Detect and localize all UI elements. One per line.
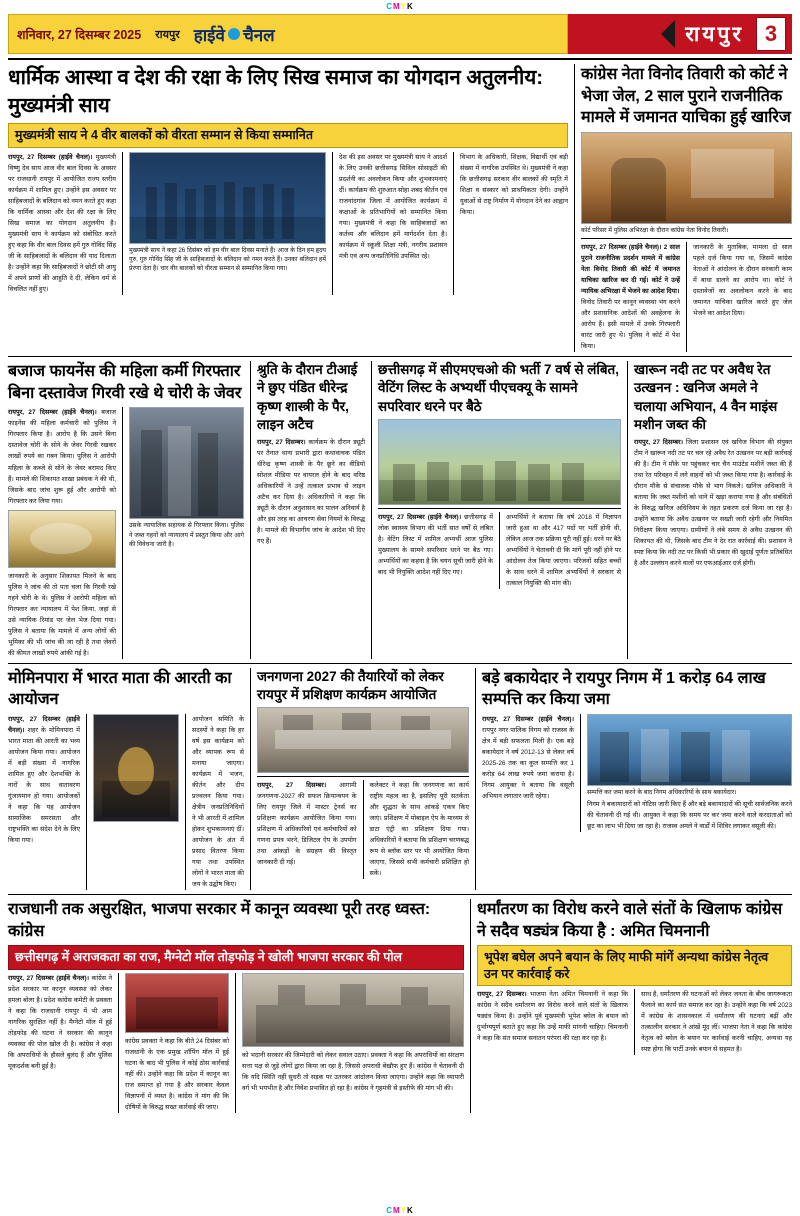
brand-dot-icon: [228, 28, 240, 40]
row3-right-col-1: [482, 714, 574, 802]
cmyk-marker: CMYK: [386, 1, 414, 11]
row4-left-col-2: कांग्रेस प्रवक्ता ने कहा कि बीते 24 दिसंबर को राजधानी के एक प्रमुख शॉपिंग मॉल में हुई घटना के बाद भी पुलिस ने कोई ठोस कार्रवाई नहीं की। उन्होंने कहा कि प्रदेश में कानून का राज समाप्त हो गया है और सरकार केवल विज्ञापनों में व्यस्त है। कांग्रेस ने मांग की कि दोषियों के विरुद्ध सख्त कार्रवाई की जाए।: [125, 1037, 229, 1111]
lead-column-1: [8, 152, 116, 295]
right-mid-text: जिला प्रशासन एवं खनिज विभाग की संयुक्त टीम ने खारून नदी तट पर चल रहे अवैध रेत उत्खनन पर बड़ी कार्रवाई की है। टीम ने मौके पर पहुंचकर चार चैन माउंटेड मशीनें जब्त की हैं तथा रेत परिवहन में लगे वाहनों को भी जब्त किया गया है। कार्रवाई के दौरान मौके से संचालक मौके से भाग निकले। खनिज अधिकारी ने बताया कि जब्त मशीनों को थाने में खड़ा कराया गया है और संबंधितों के विरुद्ध खनिज अधिनियम के तहत प्रकरण दर्ज किया जा रहा है। उन्होंने बताया कि अवैध उत्खनन पर सख्ती जारी रहेगी और नियमित निरीक्षण किया जाएगा। ग्रामीणों ने लंबे समय से अवैध उत्खनन की शिकायत की थी, जिसके बाद टीम ने देर रात कार्रवाई की। प्रशासन ने स्पष्ट किया कि नदी तट पर किसी भी प्रकार की खुदाई पूर्णतः प्रतिबंधित है और उल्लंघन करने वालों पर एफआईआर दर्ज होगी।: [634, 439, 792, 568]
row3-center-training-photo: [257, 707, 469, 773]
mid-center-headline: श्रुति के दौरान टीआई ने छुए पंडित धीरेन्द्र कृष्ण शास्त्री के पैर, लाइन अटैच: [257, 362, 358, 432]
print-registration-bar-bottom: [0, 1204, 800, 1216]
publication-date: शनिवार, 27 दिसम्बर 2025: [17, 27, 142, 42]
row4-left-col-3: को भदानी सरकार की जिम्मेदारी को लेकर सवाल उठाए। प्रवक्ता ने कहा कि अपराधियों का संरक्षण सत्ता पक्ष से जुड़े लोगों द्वारा किया जा रहा है, जिससे अपराधी बेखौफ हुए हैं। कांग्रेस ने चेतावनी दी कि यदि स्थिति नहीं सुधरी तो सड़क पर उतरकर आंदोलन किया जाएगा। उन्होंने कहा कि व्यापारी वर्ग भी भयभीत है और निवेश प्रभावित हो रहा है। कांग्रेस ने गृहमंत्री से इस्तीफे की मांग भी की।: [242, 1051, 464, 1092]
page-number: 3: [756, 17, 786, 51]
logo-text-2: चैनल: [242, 25, 275, 45]
mid-right-col-1: [378, 512, 493, 578]
logo-text-1: हाईवे: [193, 25, 225, 45]
mid-right-protest-photo: [378, 419, 621, 505]
row3-left-dateline: रायपुर, 27 दिसम्बर (हाईवे चैनल)।: [8, 715, 80, 734]
row4-left-photo-2: [242, 973, 464, 1047]
row4-left-col-1: [8, 973, 112, 1072]
lead-body-1: मुख्यमंत्री विष्णु देव साय आज वीर बाल दिवस के अवसर पर राजधानी रायपुर में आयोजित राज्य स्तरीय कार्यक्रम में शामिल हुए। उन्होंने इस अवसर पर साहिबजादों के बलिदान को नमन करते हुए कहा कि धार्मिक आस्था और देश की रक्षा के लिए सिख समाज का योगदान अतुलनीय है। मुख्यमंत्री साय ने कार्यक्रम को संबोधित करते हुए कहा कि वीर बाल दिवस हमें गुरु गोविंद सिंह जी के साहिबजादों के बलिदान की याद दिलाता है। उन्होंने कहा कि साहिबजादों ने छोटी सी आयु में अपने प्राणों की आहुति दे दी, लेकिन धर्म से विचलित नहीं हुए।: [8, 153, 116, 293]
row4-left-subhead: छत्तीसगढ़ में अराजकता का राज, मैग्नेटो मॉल तोड़फोड़ ने खोली भाजपा सरकार की पोल: [8, 945, 464, 969]
right-mid-dateline: रायपुर, 27 दिसम्बर।: [634, 439, 684, 447]
row4-left-headline: राजधानी तक असुरक्षित, भाजपा सरकार में कानून व्यवस्था पूरी तरह ध्वस्त: कांग्रेस: [8, 901, 431, 940]
mid-right-headline: छत्तीसगढ़ में सीएमएचओ की भर्ती 7 वर्ष से लंबित, वेटिंग लिस्ट के अभ्यर्थी पीएचक्यू के सामने सपरिवार धरने पर बैठे: [378, 362, 619, 414]
edition-city: रायपुर: [155, 28, 180, 41]
row4-right-subhead: भूपेश बघेल अपने बयान के लिए माफी मांगें अन्यथा कांग्रेस नेतृत्व उन पर कार्रवाई करे: [477, 945, 792, 986]
mid-left-headline: बजाज फायनेंस की महिला कर्मी गिरफ्तार बिना दस्तावेज गिरवी रखे थे चोरी के जेवर: [8, 363, 242, 402]
lead-column-4: विभाग के अधिकारी, शिक्षक, विद्यार्थी एवं बड़ी संख्या में नागरिक उपस्थित थे। मुख्यमंत्री ने कहा कि छत्तीसगढ़ सरकार वीर बालकों की स्मृति में शिक्षा व संस्कार को प्राथमिकता देगी। उन्होंने युवाओं से राष्ट्र निर्माण में योगदान देने का आह्वान किया।: [460, 153, 568, 216]
right-top-photo-caption: कोर्ट परिसर में पुलिस अभिरक्षा के दौरान कांग्रेस नेता विनोद तिवारी।: [581, 226, 729, 234]
row3-right-handover-photo: [587, 714, 792, 786]
row4-left-dateline: रायपुर, 27 दिसम्बर (हाईवे चैनल)।: [8, 974, 90, 982]
mid-left-col-1: [8, 407, 116, 506]
row3-left-aarti-photo: [93, 714, 179, 822]
row3-center-dateline: रायपुर, 27 दिसम्बर।: [257, 782, 327, 790]
right-top-dateline: रायपुर, 27 दिसम्बर (हाईवे चैनल)। 2 साल पुराने राजनीतिक प्रदर्शन मामले में कांग्रेस नेता विनोद तिवारी की कोर्ट में जमानत याचिका खारिज कर दी गई। कोर्ट ने उन्हें न्यायिक अभिरक्षा में भेजने का आदेश दिया।: [581, 244, 680, 296]
masthead-left: [8, 14, 568, 54]
mid-center-text: कार्यक्रम के दौरान ड्यूटी पर तैनात थाना प्रभारी द्वारा कथावाचक पंडित धीरेन्द्र कृष्ण शास्त्री के पैर छूने का वीडियो सोशल मीडिया पर वायरल होने के बाद वरिष्ठ अधिकारियों ने उन्हें तत्काल प्रभाव से लाइन अटैच कर दिया है। अधिकारियों ने कहा कि ड्यूटी के दौरान अनुशासन का पालन अनिवार्य है और इस तरह का आचरण सेवा नियमों के विरुद्ध है। मामले की विभागीय जांच के आदेश भी दिए गए हैं।: [257, 439, 365, 546]
row3-center-headline: जनगणना 2027 की तैयारियों को लेकर रायपुर में प्रशिक्षण कार्यक्रम आयोजित: [257, 668, 444, 702]
right-mid-body: [634, 437, 792, 569]
masthead: [8, 14, 792, 54]
newspaper-logo: [194, 23, 275, 46]
right-mid-headline: खारून नदी तट पर अवैध रेत उत्खनन : खनिज अमले ने चलाया अभियान, 4 वैन माइंस मशीन जब्त की: [634, 362, 778, 432]
mid-right-dateline: रायपुर, 27 दिसम्बर (हाईवे चैनल)।: [378, 513, 462, 521]
mid-left-dateline: रायपुर, 27 दिसम्बर (हाईवे चैनल)।: [8, 409, 97, 417]
row3-center-col-2: कलेक्टर ने कहा कि जनगणना का कार्य राष्ट्रीय महत्व का है, इसलिए पूरी सतर्कता और शुद्धता के साथ आंकड़े एकत्र किए जाएं। प्रशिक्षण में मोबाइल ऐप के माध्यम से डाटा एंट्री का प्रशिक्षण दिया गया। अधिकारियों ने बताया कि प्रशिक्षण चरणबद्ध रूप से ब्लॉक स्तर पर भी आयोजित किया जाएगा, जिससे सभी कर्मचारी प्रशिक्षित हो सकें।: [369, 782, 469, 878]
mid-left-col-1b: जानकारी के अनुसार शिकायत मिलने के बाद पुलिस ने जांच की तो पता चला कि गिरवी रखे गहने चोरी के थे। पुलिस ने आरोपी महिला को गिरफ्तार कर न्यायालय में पेश किया, जहां से उसे न्यायिक रिमांड पर जेल भेज दिया गया। पुलिस ने बताया कि मामले में अन्य लोगों की भूमिका की भी जांच की जा रही है तथा जेवरों की कीमत लाखों रुपये आंकी गई है।: [8, 572, 116, 657]
right-top-col-2: जानकारी के मुताबिक, मामला दो साल पहले दर्ज किया गया था, जिसमें कांग्रेस नेताओं ने आंदोलन के दौरान सरकारी काम में बाधा डालने का आरोप था। कोर्ट ने दस्तावेजों का अवलोकन करने के बाद जमानत याचिका खारिज करते हुए जेल भेजने का आदेश दिया।: [693, 244, 792, 318]
row3-right-dateline: रायपुर, 27 दिसम्बर (हाईवे चैनल)।: [482, 715, 574, 723]
section-title: रायपुर: [685, 23, 744, 46]
lead-subhead: मुख्यमंत्री साय ने 4 वीर बालकों को वीरता सम्मान से किया सम्मानित: [8, 123, 568, 147]
masthead-right: [568, 14, 792, 54]
row3-left-headline: मोमिनपारा में भारत माता की आरती का आयोजन: [8, 669, 232, 709]
lead-headline: धार्मिक आस्था व देश की रक्षा के लिए सिख समाज का योगदान अतुलनीय: मुख्यमंत्री साय: [8, 66, 544, 117]
mid-left-jewellery-photo: [8, 510, 116, 568]
row4-right-col-1: [477, 989, 628, 1044]
row3-left-col-2: आयोजन समिति के सदस्यों ने कहा कि हर वर्ष इस कार्यक्रम को और व्यापक रूप से मनाया जाएगा। कार्यक्रम में भजन, कीर्तन और दीप प्रज्वलन किया गया। क्षेत्रीय जनप्रतिनिधियों ने भी आरती में शामिल होकर शुभकामनाएं दीं। आयोजन के अंत में प्रसाद वितरण किया गया तथा उपस्थित लोगों ने भारत माता की जय के उद्घोष किए।: [192, 715, 244, 889]
row3-right-body-1: रायपुर नगर पालिक निगम को राजस्व के क्षेत्र में बड़ी सफलता मिली है। एक बड़े बकायेदार ने वर्ष 2012-13 से लेकर वर्ष 2025-26 तक का कुल सम्पत्ति कर 1 करोड़ 64 लाख रुपये जमा कराया है। निगम आयुक्त ने बताया कि वसूली अभियान लगातार जारी रहेगा।: [482, 726, 574, 800]
mid-left-photo-caption: उसके न्यायालिक सहायक से गिरफ्तार किया। पुलिस ने जब्त गहनों को न्यायालय में प्रस्तुत किया और आगे की विवेचना जारी है।: [129, 522, 244, 549]
mid-right-col-2: अभ्यर्थियों ने बताया कि वर्ष 2018 में विज्ञापन जारी हुआ था और 417 पदों पर भर्ती होनी थी, लेकिन आज तक प्रक्रिया पूरी नहीं हुई। धरने पर बैठे अभ्यर्थियों ने चेतावनी दी कि मांगें पूरी नहीं होने पर आंदोलन तेज किया जाएगा। परिजनों सहित बच्चों के साथ धरने में शामिल अभ्यर्थियों ने सरकार से तत्काल नियुक्ति की मांग की।: [506, 513, 621, 587]
row3-center-col-1: [257, 780, 357, 868]
right-top-headline: कांग्रेस नेता विनोद तिवारी को कोर्ट ने भेजा जेल, 2 साल पुराने राजनीतिक मामले में जमानत याचिका हुई खारिज: [581, 66, 791, 127]
row4-right-body-1: भाजपा नेता अमित चिमनानी ने कहा कि कांग्रेस ने सदैव धर्मांतरण का विरोध करने वाले संतों के खिलाफ षड्यंत्र किया है। उन्होंने पूर्व मुख्यमंत्री भूपेश बघेल के बयान को दुर्भाग्यपूर्ण बताते हुए कहा कि उन्हें माफी मांगनी चाहिए। चिमनानी ने कहा कि संत समाज सनातन परंपरा की रक्षा कर रहा है।: [477, 990, 628, 1042]
row4-left-photo-1: [125, 973, 229, 1033]
left-arrow-icon: [661, 20, 675, 48]
right-top-photo: [581, 132, 792, 224]
mid-center-dateline: रायपुर, 27 दिसम्बर।: [257, 439, 306, 447]
row4-right-col-2: साथ है, धर्मांतरण की घटनाओं को लेकर जनता के बीच जागरूकता फैलाने का कार्य संत समाज कर रहा है। उन्होंने कहा कि वर्ष 2023 में कांग्रेस के शासनकाल में धर्मांतरण की घटनाएं बढ़ीं और तत्कालीन सरकार ने आंखें मूंद लीं। भाजपा नेता ने कहा कि कांग्रेस नेतृत्व को बघेल के बयान पर कार्रवाई करनी चाहिए, अन्यथा यह स्पष्ट होगा कि पार्टी उनके बयान से सहमत है।: [641, 990, 792, 1053]
lead-column-3: देश की इस अवसर पर मुख्यमंत्री साय ने आदर्श के लिए उनकी छत्तीसगढ़ सिविल सोसाइटी की प्रदर्शनी का अवलोकन किया और शुभकामनाएं दीं। कार्यक्रम की शुरुआत सोहा शबद कीर्तन एवं राजनांदगांव जिला में आयोजित कार्यक्रम में कक्षाओं के प्रतिभागियों को सम्मानित किया गया। मुख्यमंत्री ने कहा कि साहिबजादों का कर्तव्य और बलिदान हमें मार्गदर्शन देता है। कार्यक्रम में स्कूली शिक्षा मंत्री, नगरीय प्रशासन मंत्री एवं अन्य जनप्रतिनिधि उपस्थित रहे।: [339, 153, 447, 260]
mid-left-arrest-photo: [129, 407, 244, 519]
right-top-col-1b: विनोद तिवारी पर कानून व्यवस्था भंग करने और प्रशासनिक आदेशों की अवहेलना के आरोप हैं। इसी मामले में उनके गिरफ्तारी वारंट जारी हुए थे। पुलिस ने कोर्ट में पेश किया।: [581, 299, 680, 351]
lead-photo: [129, 152, 326, 244]
cmyk-marker-bottom: CMYK: [386, 1205, 414, 1215]
row3-left-col-1: [8, 714, 80, 846]
right-top-col-1: [581, 242, 680, 297]
row4-right-headline: धर्मांतरण का विरोध करने वाले संतों के खिलाफ कांग्रेस ने सदैव षड्यंत्र किया है : अमित चिमनानी: [477, 901, 783, 940]
row4-right-dateline: रायपुर, 27 दिसम्बर।: [477, 990, 527, 998]
mid-right-body-1: छत्तीसगढ़ में लोक स्वास्थ्य विभाग की भर्ती सात वर्षों से लंबित है। वेटिंग लिस्ट में शामिल अभ्यर्थी आज पुलिस मुख्यालय के सामने सपरिवार धरने पर बैठ गए। अभ्यर्थियों का कहना है कि चयन सूची जारी होने के बाद भी नियुक्ति आदेश नहीं दिए गए।: [378, 513, 493, 576]
mid-center-body: [257, 437, 365, 547]
row4-left-body-1: कांग्रेस ने प्रदेश सरकार पर कानून व्यवस्था को लेकर हमला बोला है। प्रदेश कांग्रेस कमेटी के प्रवक्ता ने कहा कि राजधानी रायपुर में भी आम नागरिक सुरक्षित नहीं है। मैग्नेटो मॉल में हुई तोड़फोड़ की घटना ने सरकार की कानून व्यवस्था की पोल खोल दी है। कांग्रेस ने कहा कि अपराधियों के हौसले बुलंद हैं और पुलिस मूकदर्शक बनी हुई है।: [8, 974, 112, 1070]
row3-right-photo-caption: सम्पत्ति कर जमा करने के बाद निगम अधिकारियों के साथ बकायेदार।: [587, 788, 737, 796]
row3-right-headline: बड़े बकायेदार ने रायपुर निगम में 1 करोड़ 64 लाख सम्पत्ति कर किया जमा: [482, 669, 766, 709]
row3-center-body-1: आगामी जनगणना-2027 की सफल क्रियान्वयन के लिए रायपुर जिले में मास्टर ट्रेनर्स का प्रशिक्षण कार्यक्रम आयोजित किया गया। प्रशिक्षण में अधिकारियों एवं कर्मचारियों को गणना प्रपत्र भरने, डिजिटल ऐप के उपयोग तथा आंकड़ों के संग्रहण की विस्तृत जानकारी दी गई।: [257, 782, 357, 867]
row3-right-col-2: निगम ने बकायादारों को नोटिस जारी किए हैं और बड़े बकायादारों की सूची सार्वजनिक करने की चेतावनी दी गई थी। आयुक्त ने कहा कि समय पर कर जमा करने वाले करदाताओं को छूट का लाभ भी दिया जा रहा है। राजस्व अमले ने वार्डों में शिविर लगाकर वसूली की।: [587, 801, 792, 831]
lead-dateline: रायपुर, 27 दिसम्बर (हाईवे चैनल)।: [8, 153, 93, 161]
row3-left-body-1: शहर के मोमिनपारा में भारत माता की आरती का भव्य आयोजन किया गया। आयोजन में बड़ी संख्या में नागरिक शामिल हुए और देशभक्ति के नारों के साथ वातावरण गुंजायमान हो गया। आयोजकों ने कहा कि यह आयोजन सामाजिक समरसता और राष्ट्रभक्ति का संदेश देने के लिए किया गया।: [8, 726, 80, 845]
lead-photo-caption: मुख्यमंत्री साय ने कहा 26 दिसंबर को हम वीर बाल दिवस मनाते हैं। आज के दिन हम हृदय गुरु, गुरु गोविंद सिंह जी के साहिबजादों के बलिदान को नमन करते हैं। उनका बलिदान हमें प्रेरणा देता है। चार वीर बालकों को वीरता सम्मान से सम्मानित किया गया।: [129, 246, 326, 273]
print-registration-bar-top: [8, 0, 792, 12]
mid-left-body-1: बजाज फाइनेंस की महिला कर्मचारी को पुलिस ने गिरफ्तार किया है। आरोप है कि उसने बिना दस्तावेज चोरी के सोने के जेवर गिरवी रखकर लाखों रुपये का गबन किया। पुलिस ने आरोपी महिला के कब्जे से सोने के जेवर बरामद किए हैं। मामले की शिकायत शाखा प्रबंधक ने की थी, जिसके बाद जांच शुरू हुई और आरोपी को गिरफ्तार कर लिया गया।: [8, 409, 116, 505]
